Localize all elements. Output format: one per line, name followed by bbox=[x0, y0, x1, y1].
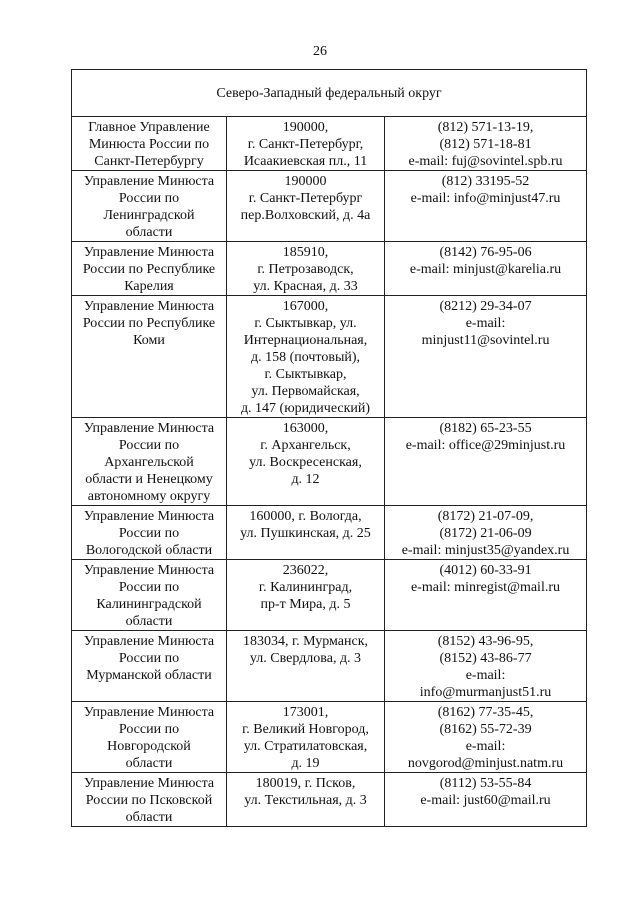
contacts-line: e-mail: office@29minjust.ru bbox=[405, 438, 566, 453]
office-name-line: России по Республике bbox=[82, 262, 216, 277]
address-line: д. 19 bbox=[291, 756, 320, 771]
contacts-line: (8162) 55-72-39 bbox=[439, 722, 532, 737]
office-name-line: Карелия bbox=[124, 279, 174, 294]
address-cell bbox=[227, 631, 385, 702]
contacts-line: e-mail: just60@mail.ru bbox=[420, 793, 551, 808]
office-name-line: Ленинградской bbox=[103, 208, 195, 223]
table-row bbox=[72, 117, 587, 171]
page-number: 26 bbox=[313, 44, 327, 59]
office-name-line: Управление Минюста bbox=[83, 776, 215, 791]
contacts-line: minjust11@sovintel.ru bbox=[421, 333, 550, 348]
office-name-line: Управление Минюста bbox=[83, 634, 215, 649]
office-name-line: Минюста России по bbox=[88, 137, 210, 152]
address-line: 183034, г. Мурманск, bbox=[242, 634, 369, 649]
office-name-line: Калининградской bbox=[96, 597, 202, 612]
office-name-line: России по bbox=[118, 526, 180, 541]
contacts-line: (8212) 29-34-07 bbox=[439, 299, 532, 314]
table-row bbox=[72, 171, 587, 242]
address-line: г. Петрозаводск, bbox=[257, 262, 354, 277]
table-row bbox=[72, 773, 587, 827]
contacts-cell bbox=[385, 296, 587, 418]
address-line: 173001, bbox=[282, 705, 329, 720]
office-name-line: Санкт-Петербургу bbox=[94, 154, 204, 169]
address-line: 190000, bbox=[282, 120, 329, 135]
contacts-line: (812) 33195-52 bbox=[441, 174, 530, 189]
office-name-cell bbox=[72, 242, 227, 296]
contacts-cell bbox=[385, 117, 587, 171]
address-line: г. Сыктывкар, bbox=[264, 367, 347, 382]
address-line: ул. Красная, д. 33 bbox=[253, 279, 358, 294]
address-line: ул. Воскресенская, bbox=[249, 455, 362, 470]
contacts-line: e-mail: minjust35@yandex.ru bbox=[401, 543, 570, 558]
contacts-line: (8152) 43-96-95, bbox=[437, 634, 534, 649]
address-line: г. Калининград, bbox=[258, 580, 353, 595]
table-row bbox=[72, 506, 587, 560]
office-name-line: Управление Минюста bbox=[83, 563, 215, 578]
address-cell bbox=[227, 418, 385, 506]
office-name-line: России по bbox=[118, 722, 180, 737]
contacts-cell bbox=[385, 506, 587, 560]
office-name-cell bbox=[72, 506, 227, 560]
address-line: ул. Первомайская, bbox=[251, 384, 360, 399]
office-name-line: области bbox=[125, 614, 173, 629]
contacts-line: novgorod@minjust.natm.ru bbox=[407, 756, 564, 771]
address-cell bbox=[227, 506, 385, 560]
office-name-cell bbox=[72, 296, 227, 418]
office-name-line: Управление Минюста bbox=[83, 509, 215, 524]
address-line: 236022, bbox=[282, 563, 329, 578]
contacts-cell bbox=[385, 773, 587, 827]
contacts-line: e-mail: bbox=[465, 739, 506, 754]
office-name-line: Управление Минюста bbox=[83, 705, 215, 720]
contacts-cell bbox=[385, 702, 587, 773]
office-name-line: Новгородской bbox=[107, 739, 191, 754]
contacts-line: e-mail: fuj@sovintel.spb.ru bbox=[408, 154, 563, 169]
address-cell bbox=[227, 242, 385, 296]
address-line: 180019, г. Псков, bbox=[255, 776, 356, 791]
office-name-line: Управление Минюста bbox=[83, 174, 215, 189]
address-line: ул. Свердлова, д. 3 bbox=[249, 651, 362, 666]
contacts-line: info@murmanjust51.ru bbox=[419, 685, 552, 700]
office-name-line: Главное Управление bbox=[88, 120, 210, 135]
office-name-line: России по bbox=[118, 580, 180, 595]
address-line: ул. Стратилатовская, bbox=[243, 739, 368, 754]
contacts-line: (812) 571-13-19, bbox=[437, 120, 534, 135]
contacts-line: (8172) 21-07-09, bbox=[437, 509, 534, 524]
office-name-cell bbox=[72, 117, 227, 171]
address-line: 167000, bbox=[282, 299, 329, 314]
contacts-cell bbox=[385, 631, 587, 702]
address-line: пер.Волховский, д. 4а bbox=[240, 208, 371, 223]
contacts-line: (8152) 43-86-77 bbox=[439, 651, 532, 666]
address-line: 163000, bbox=[282, 421, 329, 436]
address-cell bbox=[227, 117, 385, 171]
office-name-line: Управление Минюста bbox=[83, 245, 215, 260]
address-line: ул. Текстильная, д. 3 bbox=[244, 793, 367, 808]
address-line: г. Санкт-Петербург, bbox=[247, 137, 364, 152]
contacts-cell bbox=[385, 242, 587, 296]
office-name-line: Вологодской области bbox=[85, 543, 213, 558]
address-cell bbox=[227, 560, 385, 631]
table-row bbox=[72, 702, 587, 773]
address-line: ул. Пушкинская, д. 25 bbox=[240, 526, 371, 541]
table-row bbox=[72, 418, 587, 506]
office-name-cell bbox=[72, 773, 227, 827]
address-line: Исаакиевская пл., 11 bbox=[243, 154, 368, 169]
contacts-line: (8112) 53-55-84 bbox=[439, 776, 532, 791]
address-cell bbox=[227, 171, 385, 242]
address-line: г. Санкт-Петербург bbox=[248, 191, 363, 206]
address-line: 160000, г. Вологда, bbox=[249, 509, 362, 524]
table-title: Северо-Западный федеральный округ bbox=[72, 70, 587, 117]
office-name-line: области bbox=[125, 756, 173, 771]
office-name-cell bbox=[72, 702, 227, 773]
office-name-line: автономному округу bbox=[87, 489, 211, 504]
office-name-cell bbox=[72, 418, 227, 506]
office-name-line: области bbox=[125, 225, 173, 240]
office-name-line: области и Ненецкому bbox=[85, 472, 213, 487]
address-line: д. 158 (почтовый), bbox=[250, 350, 361, 365]
office-name-cell bbox=[72, 631, 227, 702]
contacts-cell bbox=[385, 560, 587, 631]
contacts-line: e-mail: info@minjust47.ru bbox=[410, 191, 561, 206]
address-line: 185910, bbox=[282, 245, 329, 260]
office-name-cell bbox=[72, 171, 227, 242]
contacts-line: e-mail: minjust@karelia.ru bbox=[409, 262, 562, 277]
address-line: Интернациональная, bbox=[243, 333, 368, 348]
contacts-line: e-mail: minregist@mail.ru bbox=[411, 580, 560, 595]
contacts-line: (8162) 77-35-45, bbox=[437, 705, 534, 720]
contacts-line: (4012) 60-33-91 bbox=[439, 563, 532, 578]
table-row bbox=[72, 296, 587, 418]
directory-table bbox=[71, 69, 587, 827]
office-name-line: России по Псковской bbox=[85, 793, 213, 808]
address-line: д. 147 (юридический) bbox=[240, 401, 371, 416]
office-name-line: области bbox=[125, 810, 173, 825]
office-name-line: Коми bbox=[133, 333, 165, 348]
address-cell bbox=[227, 296, 385, 418]
address-line: 190000 bbox=[284, 174, 327, 189]
contacts-cell bbox=[385, 418, 587, 506]
contacts-line: (8182) 65-23-55 bbox=[439, 421, 532, 436]
address-line: пр-т Мира, д. 5 bbox=[260, 597, 351, 612]
address-line: г. Сыктывкар, ул. bbox=[254, 316, 357, 331]
address-line: д. 12 bbox=[291, 472, 320, 487]
address-cell bbox=[227, 773, 385, 827]
office-name-line: Управление Минюста bbox=[83, 421, 215, 436]
contacts-line: (8172) 21-06-09 bbox=[439, 526, 532, 541]
office-name-line: Управление Минюста bbox=[83, 299, 215, 314]
table-row bbox=[72, 631, 587, 702]
contacts-line: e-mail: bbox=[465, 668, 506, 683]
contacts-line: (8142) 76-95-06 bbox=[439, 245, 532, 260]
contacts-cell bbox=[385, 171, 587, 242]
office-name-cell bbox=[72, 560, 227, 631]
office-name-line: Мурманской области bbox=[86, 668, 212, 683]
table-title-row bbox=[72, 70, 587, 117]
office-name-line: России по bbox=[118, 438, 180, 453]
contacts-line: e-mail: bbox=[465, 316, 506, 331]
office-name-line: России по bbox=[118, 651, 180, 666]
office-name-line: России по Республике bbox=[82, 316, 216, 331]
address-line: г. Архангельск, bbox=[260, 438, 351, 453]
address-line: г. Великий Новгород, bbox=[242, 722, 369, 737]
table-row bbox=[72, 242, 587, 296]
office-name-line: Архангельской bbox=[104, 455, 194, 470]
address-cell bbox=[227, 702, 385, 773]
table-row bbox=[72, 560, 587, 631]
office-name-line: России по bbox=[118, 191, 180, 206]
contacts-line: (812) 571-18-81 bbox=[439, 137, 532, 152]
